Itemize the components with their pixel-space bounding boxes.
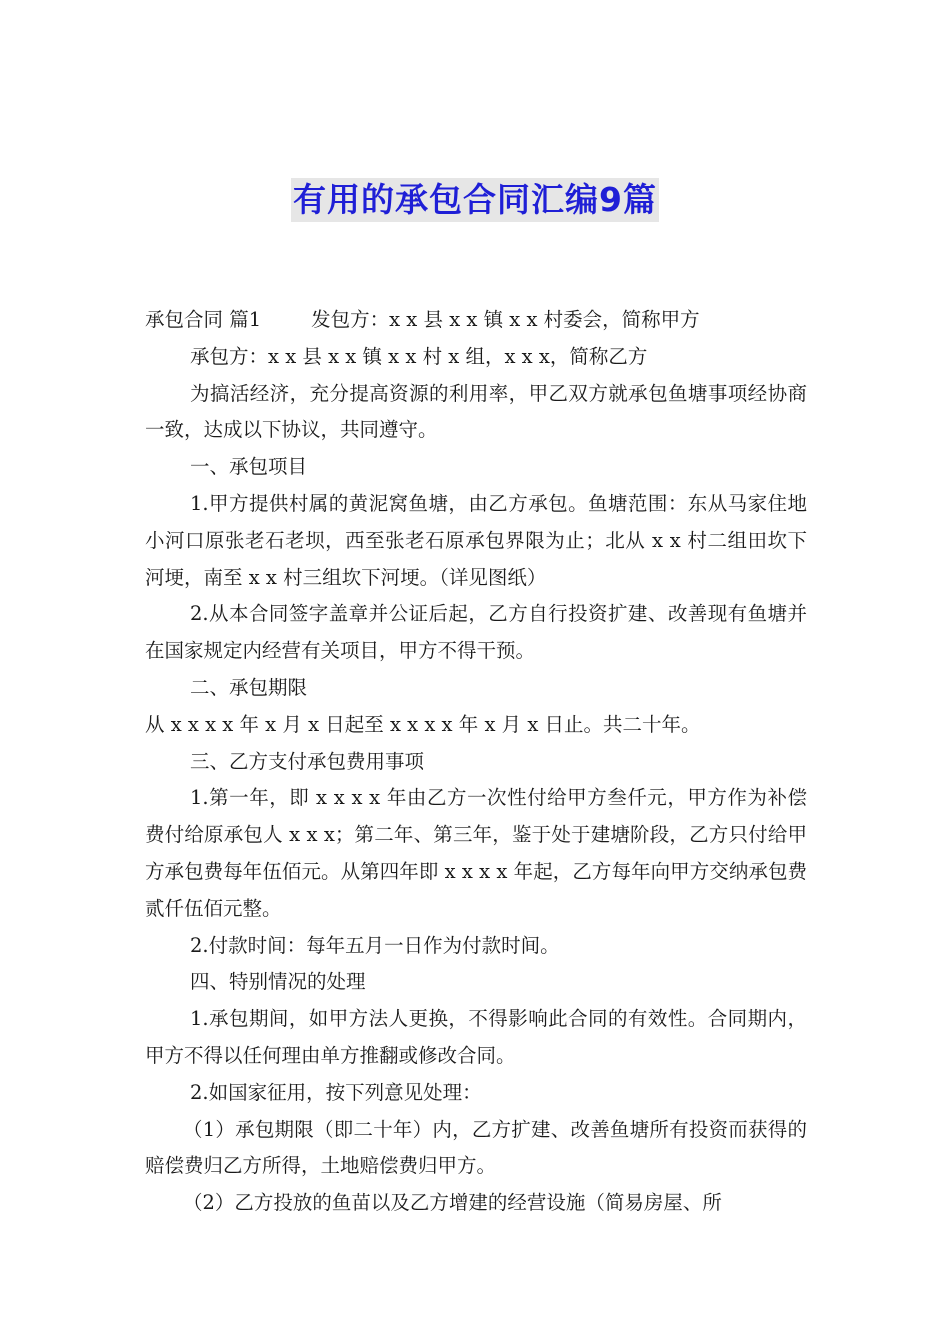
paragraph-project-2: 2.从本合同签字盖章并公证后起，乙方自行投资扩建、改善现有鱼塘并在国家规定内经营有关项目，甲方不得干预。	[145, 602, 807, 663]
paragraph-payment-2: 2.付款时间：每年五月一日作为付款时间。	[190, 933, 560, 957]
heading-payment: 三、乙方支付承包费用事项	[190, 749, 425, 773]
paragraph-special-2-1: （1）承包期限（即二十年）内，乙方扩建、改善鱼塘所有投资而获得的赔偿费归乙方所得，土地赔偿费归甲方。	[145, 1117, 807, 1178]
heading-term: 二、承包期限	[190, 675, 308, 699]
heading-project: 一、承包项目	[190, 455, 308, 479]
document-body	[145, 302, 807, 1222]
paragraph-project-1: 1.甲方提供村属的黄泥窝鱼塘，由乙方承包。鱼塘范围：东从马家住地小河口原张老石老坝，西至张老石原承包界限为止；北从 x x 村二组田坎下河埂，南至 x x 村三组坎下河埂。（详见图纸）	[145, 491, 807, 589]
paragraph-payment-1: 1.第一年，即 x x x x 年由乙方一次性付给甲方叁仟元，甲方作为补偿费付给原承包人 x x x；第二年、第三年，鉴于处于建塘阶段，乙方只付给甲方承包费每年伍佰元。从第四年即 x x x x 年起，乙方每年向甲方交纳承包费贰仟伍佰元整。	[145, 786, 807, 920]
document-title: 有用的承包合同汇编9篇	[291, 178, 659, 222]
paragraph-issuer: 发包方：x x 县 x x 镇 x x 村委会，简称甲方	[311, 308, 700, 331]
paragraph-term: 从 x x x x 年 x 月 x 日起至 x x x x 年 x 月 x 日止。共二十年。	[145, 712, 701, 736]
paragraph-preamble: 为搞活经济，充分提高资源的利用率，甲乙双方就承包鱼塘事项经协商一致，达成以下协议，共同遵守。	[145, 381, 807, 442]
paragraph-contractor: 承包方：x x 县 x x 镇 x x 村 x 组，x x x，简称乙方	[190, 344, 648, 368]
section-label: 承包合同 篇1	[145, 308, 262, 331]
paragraph-special-2: 2.如国家征用，按下列意见处理：	[190, 1080, 482, 1104]
heading-special: 四、特别情况的处理	[190, 970, 366, 994]
paragraph-first-line	[145, 302, 807, 339]
paragraph-special-1: 1.承包期间，如甲方法人更换，不得影响此合同的有效性。合同期内，甲方不得以任何理由单方推翻或修改合同。	[145, 1007, 807, 1067]
title-container	[0, 178, 950, 222]
paragraph-special-2-2: （2）乙方投放的鱼苗以及乙方增建的经营设施（简易房屋、所	[183, 1191, 722, 1215]
